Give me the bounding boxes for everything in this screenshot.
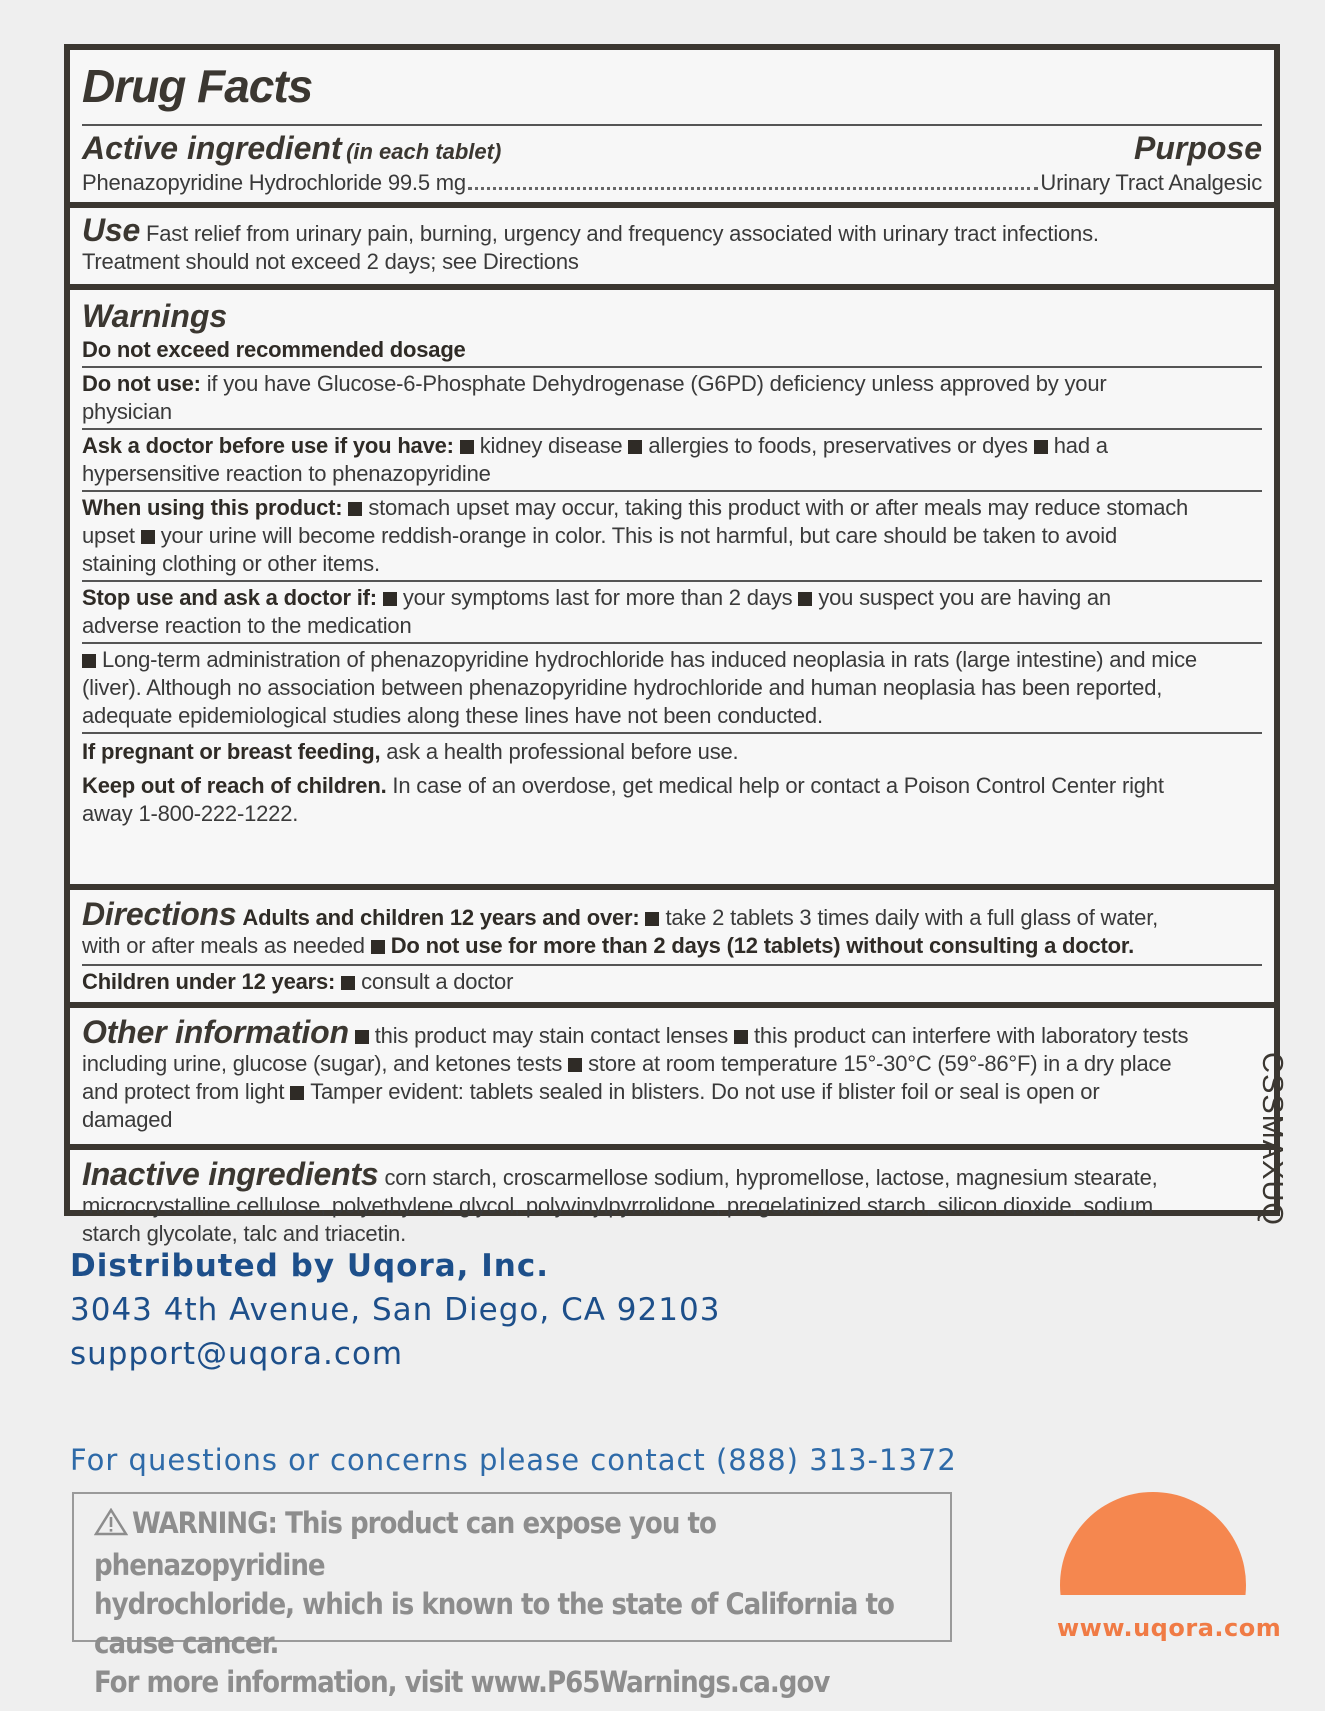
other-info-heading: Other information <box>82 1014 349 1050</box>
stop-use-item-cont: adverse reaction to the medication <box>82 613 412 638</box>
other-info-item-cont: including urine, glucose (sugar), and ketones tests <box>82 1051 563 1076</box>
when-using-item-cont: upset <box>82 523 135 548</box>
other-info-item-cont: and protect from light <box>82 1079 285 1104</box>
inactive-text-3: starch glycolate, talc and triacetin. <box>82 1221 406 1246</box>
ask-item: allergies to foods, preservatives or dyes <box>648 433 1028 458</box>
bullet-icon <box>645 912 659 926</box>
adults-dose: take 2 tablets 3 times daily with a full glass of water, <box>665 905 1159 930</box>
adults-limit: Do not use for more than 2 days (12 tablets) without consulting a doctor. <box>390 933 1134 958</box>
keep-out-text: In case of an overdose, get medical help or contact a Poison Control Center right <box>392 773 1164 798</box>
prop65-line-3: For more information, visit www.P65Warnings.ca.gov <box>94 1665 830 1699</box>
warning-triangle-icon <box>94 1507 128 1546</box>
ask-item: kidney disease <box>479 433 623 458</box>
keep-out-text-2: away 1-800-222-1222. <box>82 801 299 826</box>
bullet-icon <box>798 592 812 606</box>
do-not-use-text: if you have Glucose-6-Phosphate Dehydrogenase (G6PD) deficiency unless approved by your <box>206 371 1107 396</box>
inactive-text: corn starch, croscarmellose sodium, hypromellose, lactose, magnesium stearate, <box>384 1165 1158 1190</box>
prop65-line-2: hydrochloride, which is known to the state of California to cause cancer. <box>94 1587 894 1660</box>
website-link[interactable]: www.uqora.com <box>1057 1614 1282 1642</box>
side-code: CSSMAXUQ <box>1256 1052 1288 1226</box>
inactive-heading: Inactive ingredients <box>82 1156 379 1192</box>
stop-use-item: your symptoms last for more than 2 days <box>402 585 793 610</box>
pregnant-label: If pregnant or breast feeding, <box>82 739 381 764</box>
adults-dose-cont: with or after meals as needed <box>82 933 365 958</box>
bullet-icon <box>355 1030 369 1044</box>
bullet-icon <box>82 654 96 668</box>
bullet-icon <box>348 502 362 516</box>
use-heading: Use <box>82 212 141 248</box>
ask-item: had a <box>1053 433 1108 458</box>
purpose-heading: Purpose <box>1133 130 1262 166</box>
prop65-line-1: WARNING: This product can expose you to phenazopyridine <box>94 1506 716 1582</box>
dosage-warning: Do not exceed recommended dosage <box>82 337 466 362</box>
use-text-2: Treatment should not exceed 2 days; see Directions <box>82 249 579 274</box>
active-ingredient-qualifier: (in each tablet) <box>346 139 502 164</box>
when-using-label: When using this product: <box>82 495 343 520</box>
adults-label: Adults and children 12 years and over: <box>242 905 640 930</box>
use-section <box>70 208 1274 284</box>
pregnant-text: ask a health professional before use. <box>386 739 739 764</box>
support-email[interactable]: support@uqora.com <box>70 1336 404 1372</box>
other-info-item: this product may stain contact lenses <box>374 1023 729 1048</box>
warnings-section <box>70 290 1274 884</box>
bullet-icon <box>290 1086 304 1100</box>
purpose-value: Urinary Tract Analgesic <box>1040 170 1262 195</box>
long-term-text: Long-term administration of phenazopyridine hydrochloride has induced neoplasia in rats (large intestine) and mice <box>102 647 1197 672</box>
when-using-item: stomach upset may occur, taking this product with or after meals may reduce stomach <box>368 495 1189 520</box>
directions-section <box>70 890 1274 1002</box>
stop-use-item: you suspect you are having an <box>818 585 1111 610</box>
long-term-text-3: adequate epidemiological studies along these lines have not been conducted. <box>82 703 823 728</box>
inactive-text-2: microcrystalline cellulose, polyethylene glycol, polyvinylpyrrolidone, pregelatinized starch, silicon dioxide, sodium <box>82 1193 1154 1218</box>
bullet-icon <box>568 1058 582 1072</box>
other-info-item: Tamper evident: tablets sealed in blisters. Do not use if blister foil or seal is open or <box>310 1079 1100 1104</box>
inactive-ingredients-section <box>70 1150 1274 1246</box>
long-term-text-2: (liver). Although no association between phenazopyridine hydrochloride and human neoplasia has been reported, <box>82 675 1163 700</box>
warnings-heading: Warnings <box>82 298 228 334</box>
bullet-icon <box>141 530 155 544</box>
contact-line: For questions or concerns please contact (888) 313-1372 <box>70 1443 957 1477</box>
bullet-icon <box>628 440 642 454</box>
brand-sun-logo <box>1060 1492 1246 1678</box>
distributor-name: Distributed by Uqora, Inc. <box>70 1248 550 1284</box>
bullet-icon <box>371 940 385 954</box>
do-not-use-label: Do not use: <box>82 371 201 396</box>
bullet-icon <box>383 592 397 606</box>
other-info-section <box>70 1008 1274 1144</box>
children-label: Children under 12 years: <box>82 969 336 994</box>
prop65-warning-box <box>72 1492 952 1699</box>
children-text: consult a doctor <box>361 969 514 994</box>
distributor-address: 3043 4th Avenue, San Diego, CA 92103 <box>70 1292 721 1328</box>
drug-facts-panel <box>64 44 1280 1246</box>
bullet-icon <box>460 440 474 454</box>
do-not-use-text-2: physician <box>82 399 172 424</box>
active-ingredient-section <box>70 50 1274 202</box>
active-ingredient-name: Phenazopyridine Hydrochloride 99.5 mg <box>82 170 466 195</box>
other-info-item-cont: damaged <box>82 1107 173 1132</box>
active-ingredient-heading: Active ingredient <box>82 130 342 166</box>
drug-facts-title: Drug Facts <box>82 60 313 112</box>
directions-heading: Directions <box>82 896 237 932</box>
when-using-item: your urine will become reddish-orange in color. This is not harmful, but care should be taken to avoid <box>160 523 1118 548</box>
stop-use-label: Stop use and ask a doctor if: <box>82 585 377 610</box>
keep-out-label: Keep out of reach of children. <box>82 773 387 798</box>
when-using-item-cont: staining clothing or other items. <box>82 551 380 576</box>
use-text: Fast relief from urinary pain, burning, urgency and frequency associated with urinary tract infections. <box>146 221 1099 246</box>
bullet-icon <box>734 1030 748 1044</box>
bullet-icon <box>1034 440 1048 454</box>
leader-dots <box>468 187 1038 190</box>
bullet-icon <box>341 976 355 990</box>
ask-item-cont: hypersensitive reaction to phenazopyridine <box>82 461 491 486</box>
ask-doctor-label: Ask a doctor before use if you have: <box>82 433 454 458</box>
other-info-item: store at room temperature 15°-30°C (59°-86°F) in a dry place <box>588 1051 1172 1076</box>
other-info-item: this product can interfere with laboratory tests <box>754 1023 1189 1048</box>
